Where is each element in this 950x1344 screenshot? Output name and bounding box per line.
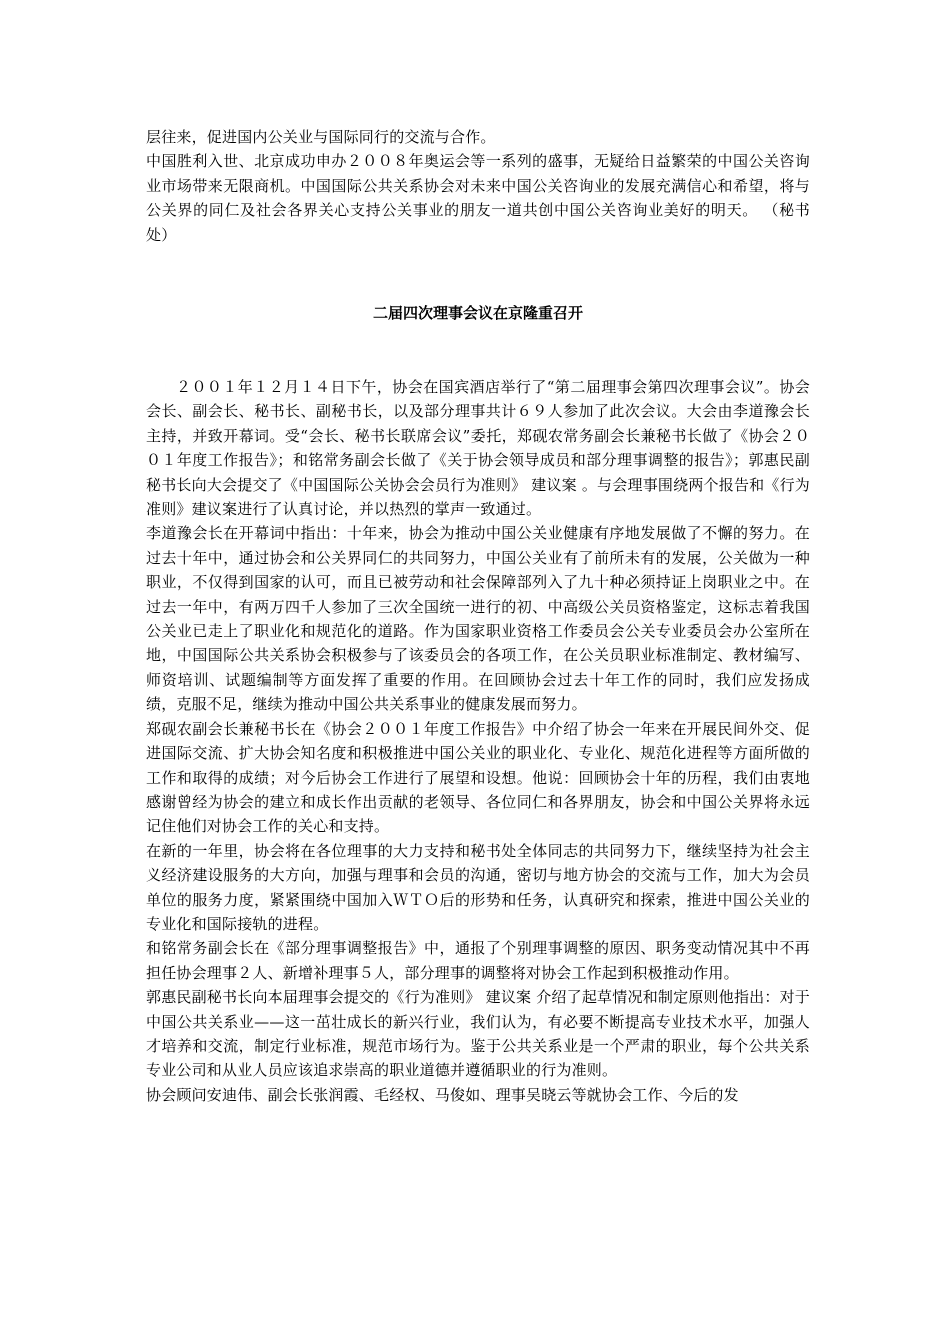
article-paragraph: 和铭常务副会长在《部分理事调整报告》中，通报了个别理事调整的原因、职务变动情况其中不再担任协会理事２人、新增补理事５人，部分理事的调整将对协会工作起到积极推动作用。 xyxy=(146,939,810,982)
article-paragraph: 郭惠民副秘书长向本届理事会提交的《行为准则》 建议案 介绍了起草情况和制定原则他指出：对于中国公共关系业——这一茁壮成长的新兴行业，我们认为，有必要不断提高专业技术水平，加强人才培养和交流，制定行业标准，规范市场行为。鉴于公共关系业是一个严肃的职业，每个公共关系专业公司和从业人员应该追求崇高的职业道德并遵循职业的行为准则。 xyxy=(146,988,810,1080)
article-paragraph: ２００１年１２月１４日下午，协会在国宾酒店举行了“第二届理事会第四次理事会议”。协会会长、副会长、秘书长、副秘书长，以及部分理事共计６９人参加了此次会议。大会由李道豫会长主持，并致开幕词。受“会长、秘书长联席会议”委托，郑砚农常务副会长兼秘书长做了《协会２００１年度工作报告》；和铭常务副会长做了《关于协会领导成员和部分理事调整的报告》；郭惠民副秘书长向大会提交了《中国国际公关协会会员行为准则》 建议案 。与会理事围绕两个报告和《行为准则》建议案进行了认真讨论，并以热烈的掌声一致通过。 xyxy=(146,378,810,519)
article-paragraph: 李道豫会长在开幕词中指出：十年来，协会为推动中国公关业健康有序地发展做了不懈的努力。在过去十年中，通过协会和公关界同仁的共同努力，中国公关业有了前所未有的发展，公关做为一种职业，不仅得到国家的认可，而且已被劳动和社会保障部列入了九十种必须持证上岗职业之中。在过去一年中，有两万四千人参加了三次全国统一进行的初、中高级公关员资格鉴定，这标志着我国公关业已走上了职业化和规范化的道路。作为国家职业资格工作委员会公关专业委员会办公室所在地，中国国际公共关系协会积极参与了该委员会的各项工作，在公关员职业标准制定、教材编写、师资培训、试题编制等方面发挥了重要的作用。在回顾协会过去十年工作的同时，我们应发扬成绩，克服不足，继续为推动中国公共关系事业的健康发展而努力。 xyxy=(146,524,810,714)
article-body xyxy=(146,375,810,1107)
intro-paragraph: 中国胜利入世、北京成功申办２００８年奥运会等一系列的盛事，无疑给日益繁荣的中国公关咨询业市场带来无限商机。中国国际公共关系协会对未来中国公关咨询业的发展充满信心和希望，将与公关界的同仁及社会各界关心支持公关事业的朋友一道共创中国公关咨询业美好的明天。 （秘书处） xyxy=(146,152,810,244)
article-title: 二届四次理事会议在京隆重召开 xyxy=(372,304,583,322)
article-paragraph: 在新的一年里，协会将在各位理事的大力支持和秘书处全体同志的共同努力下，继续坚持为社会主义经济建设服务的大方向，加强与理事和会员的沟通，密切与地方协会的交流与工作，加大为会员单位的服务力度，紧紧围绕中国加入ＷＴＯ后的形势和任务，认真研究和探索，推进中国公关业的专业化和国际接轨的进程。 xyxy=(146,841,810,933)
intro-paragraph: 层往来，促进国内公关业与国际同行的交流与合作。 xyxy=(146,128,496,146)
intro-section xyxy=(146,125,810,247)
article-paragraph: 郑砚农副会长兼秘书长在《协会２００１年度工作报告》中介绍了协会一年来在开展民间外交、促进国际交流、扩大协会知名度和积极推进中国公关业的职业化、专业化、规范化进程等方面所做的工作和取得的成绩；对今后协会工作进行了展望和设想。他说：回顾协会十年的历程，我们由衷地感谢曾经为协会的建立和成长作出贡献的老领导、各位同仁和各界朋友，协会和中国公关界将永远记住他们对协会工作的关心和支持。 xyxy=(146,719,810,836)
article-paragraph: 协会顾问安迪伟、副会长张润霞、毛经权、马俊如、理事吴晓云等就协会工作、今后的发 xyxy=(146,1085,739,1104)
